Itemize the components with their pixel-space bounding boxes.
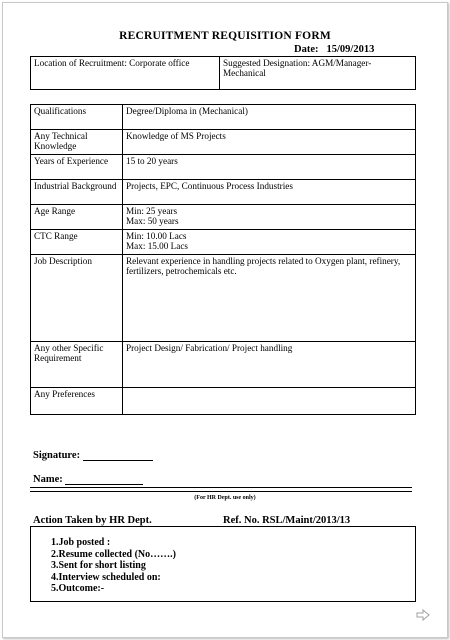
- row-value: [123, 205, 416, 230]
- row-value: Project Design/ Fabrication/ Project handling: [123, 342, 416, 388]
- row-label: Age Range: [31, 205, 123, 230]
- table-row: [31, 388, 416, 415]
- hr-note: (For HR Dept. use only): [194, 495, 256, 501]
- list-item: 2.Resume collected (No…….): [51, 548, 176, 560]
- row-value: Degree/Diploma in (Mechanical): [123, 105, 416, 130]
- table-row: [31, 205, 416, 230]
- age-min: Min: 25 years: [126, 206, 178, 216]
- separator-double-line: [30, 487, 412, 492]
- date-line: [294, 44, 374, 55]
- name-label: Name:: [33, 474, 63, 485]
- row-value: Projects, EPC, Continuous Process Industries: [123, 180, 416, 205]
- list-item: 3.Sent for short listing: [51, 560, 146, 571]
- list-item: 5.Outcome:-: [51, 583, 105, 594]
- hr-box: [30, 526, 416, 602]
- row-value: [123, 230, 416, 255]
- name-line: [33, 474, 143, 485]
- table-row: [31, 130, 416, 155]
- hr-list: [51, 537, 176, 595]
- ctc-min: Min: 10.00 Lacs: [126, 231, 187, 241]
- signature-line: [33, 450, 153, 461]
- name-field: [65, 475, 143, 485]
- row-label: Any other Specific Requirement: [31, 342, 123, 388]
- signature-label: Signature:: [33, 450, 81, 461]
- table-row: [31, 255, 416, 342]
- age-max: Max: 50 years: [126, 216, 179, 226]
- arrow-right-icon[interactable]: [416, 609, 430, 621]
- header-table: [30, 56, 416, 90]
- row-label: Any Technical Knowledge: [31, 130, 123, 155]
- row-label: Any Preferences: [31, 388, 123, 415]
- location-cell: Location of Recruitment: Corporate office: [31, 57, 220, 90]
- signature-field: [83, 451, 153, 461]
- table-row: [31, 180, 416, 205]
- list-item: 1.Job posted :: [51, 537, 111, 548]
- row-label: Job Description: [31, 255, 123, 342]
- row-label: Years of Experience: [31, 155, 123, 180]
- table-row: [31, 342, 416, 388]
- list-item: 4.Interview scheduled on:: [51, 571, 161, 583]
- ctc-max: Max: 15.00 Lacs: [126, 241, 189, 251]
- designation-cell: Suggested Designation: AGM/Manager-Mechanical: [220, 57, 416, 90]
- date-value: 15/09/2013: [326, 44, 375, 55]
- row-label: Industrial Background: [31, 180, 123, 205]
- table-row: [31, 105, 416, 130]
- date-label: Date:: [294, 44, 319, 55]
- ref-number: Ref. No. RSL/Maint/2013/13: [223, 515, 351, 526]
- form-title: RECRUITMENT REQUISITION FORM: [119, 30, 331, 42]
- action-label: Action Taken by HR Dept.: [33, 515, 152, 526]
- table-row: [31, 155, 416, 180]
- row-label: CTC Range: [31, 230, 123, 255]
- row-value: [123, 388, 416, 415]
- arrow-right-icon-svg: [416, 609, 430, 621]
- row-label: Qualifications: [31, 105, 123, 130]
- row-value: Knowledge of MS Projects: [123, 130, 416, 155]
- row-value: 15 to 20 years: [123, 155, 416, 180]
- table-row: [31, 230, 416, 255]
- requirements-table: [30, 104, 416, 415]
- row-value: Relevant experience in handling projects related to Oxygen plant, refinery, fertilizers, petrochemicals etc.: [123, 255, 416, 342]
